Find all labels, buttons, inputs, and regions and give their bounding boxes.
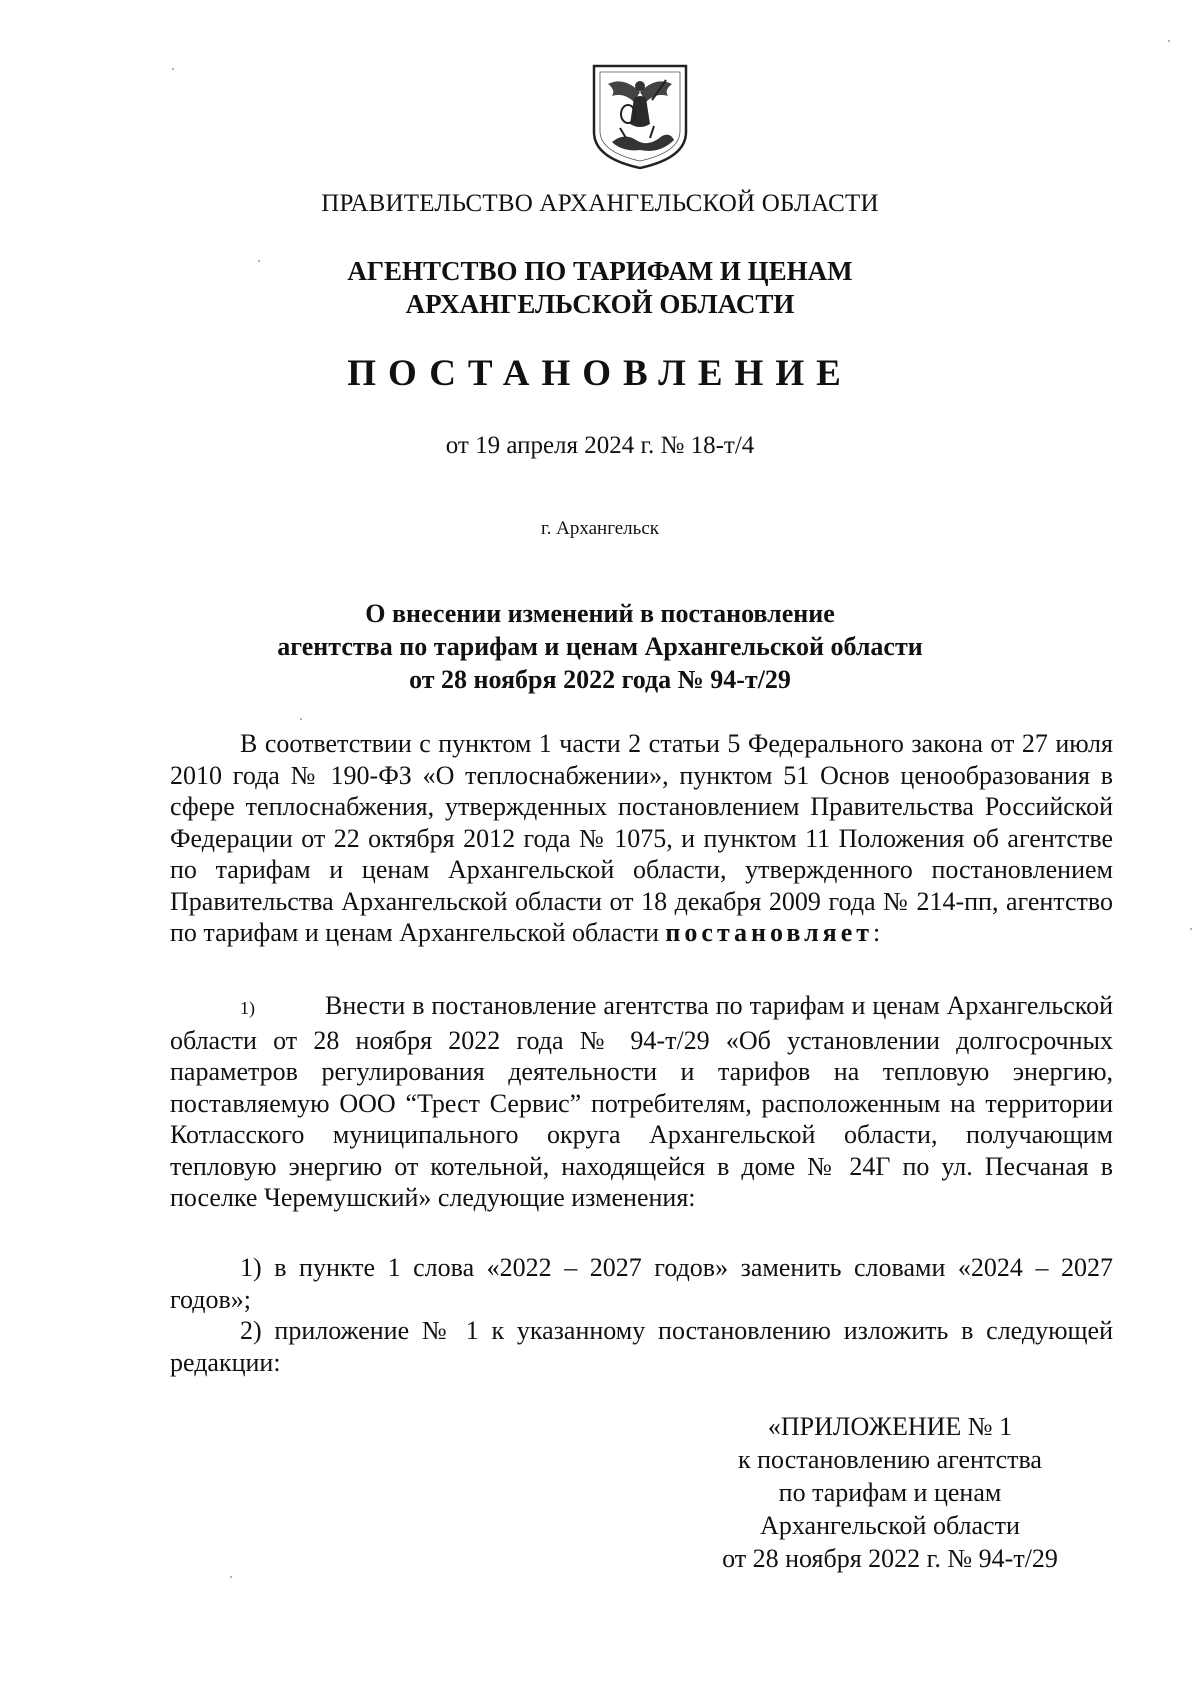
item-number: 1): [240, 998, 255, 1018]
decree-word: постановляет: [665, 918, 874, 947]
appendix-line: к постановлению агентства: [738, 1445, 1042, 1474]
appendix-heading: [690, 1410, 1090, 1575]
item-1-text: Внести в постановление агентства по тарифам и ценам Архангельской области от 28 ноября 2022 года № 94-т/29 «Об установлении долгосрочных параметров регулирования деятельности и тарифов на тепловую энергию, поставляемую ООО “Трест Сервис” потребителям, расположенным на территории Котласского муниципального округа Архангельской области, получающим тепловую энергию от котельной, находящейся в доме № 24Г по ул. Песчаная в поселке Черемушский» следующие изменения:: [170, 991, 1113, 1212]
appendix-line: от 28 ноября 2022 г. № 94-т/29: [722, 1544, 1058, 1573]
agency-name-line: АГЕНТСТВО ПО ТАРИФАМ И ЦЕНАМ: [347, 256, 853, 286]
appendix-line: по тарифам и ценам: [778, 1478, 1002, 1507]
appendix-line: Архангельской области: [760, 1511, 1020, 1540]
scan-speck: [258, 260, 260, 262]
subject-line: от 28 ноября 2022 года № 94-т/29: [409, 665, 791, 694]
preamble-text: В соответствии с пунктом 1 части 2 статьи 5 Федерального закона от 27 июля 2010 года № 190-ФЗ «О теплоснабжении», пунктом 51 Основ ценообразования в сфере теплоснабжения, утвержденных постановлением Правительства Российской Федерации от 22 октября 2012 года № 1075, и пунктом 11 Положения об агентстве по тарифам и ценам Архангельской области, утвержденного постановлением Правительства Архангельской области от 18 декабря 2009 года № 214-пп, агентство по тарифам и ценам Архангельской области: [170, 729, 1113, 947]
scan-speck: [300, 718, 302, 720]
city: г. Архангельск: [540, 518, 659, 539]
subitem-2-paragraph: 2) приложение № 1 к указанному постановлению изложить в следующей редакции:: [170, 1316, 1113, 1377]
scan-speck: [1190, 928, 1192, 930]
preamble-paragraph: [170, 728, 1113, 949]
appendix-line: «ПРИЛОЖЕНИЕ № 1: [767, 1412, 1013, 1441]
item-1-paragraph: [170, 990, 1113, 1214]
subject-line: агентства по тарифам и ценам Архангельской области: [277, 632, 923, 661]
government-name: ПРАВИТЕЛЬСТВО АРХАНГЕЛЬСКОЙ ОБЛАСТИ: [321, 190, 879, 217]
subitem-1-paragraph: 1) в пункте 1 слова «2022 – 2027 годов» заменить словами «2024 – 2027 годов»;: [170, 1253, 1113, 1314]
document-subject: [0, 597, 1200, 696]
agency-name: [0, 255, 1200, 321]
agency-name-line: АРХАНГЕЛЬСКОЙ ОБЛАСТИ: [405, 289, 795, 319]
scan-speck: [1168, 40, 1170, 42]
document-type: ПОСТАНОВЛЕНИЕ: [347, 353, 853, 394]
scan-speck: [172, 68, 174, 70]
preamble-end: :: [873, 918, 881, 947]
document-number: от 19 апреля 2024 г. № 18-т/4: [445, 432, 755, 459]
scan-speck: [230, 1576, 232, 1578]
archangel-coat-of-arms-icon: [590, 62, 690, 170]
subject-line: О внесении изменений в постановление: [365, 599, 835, 628]
